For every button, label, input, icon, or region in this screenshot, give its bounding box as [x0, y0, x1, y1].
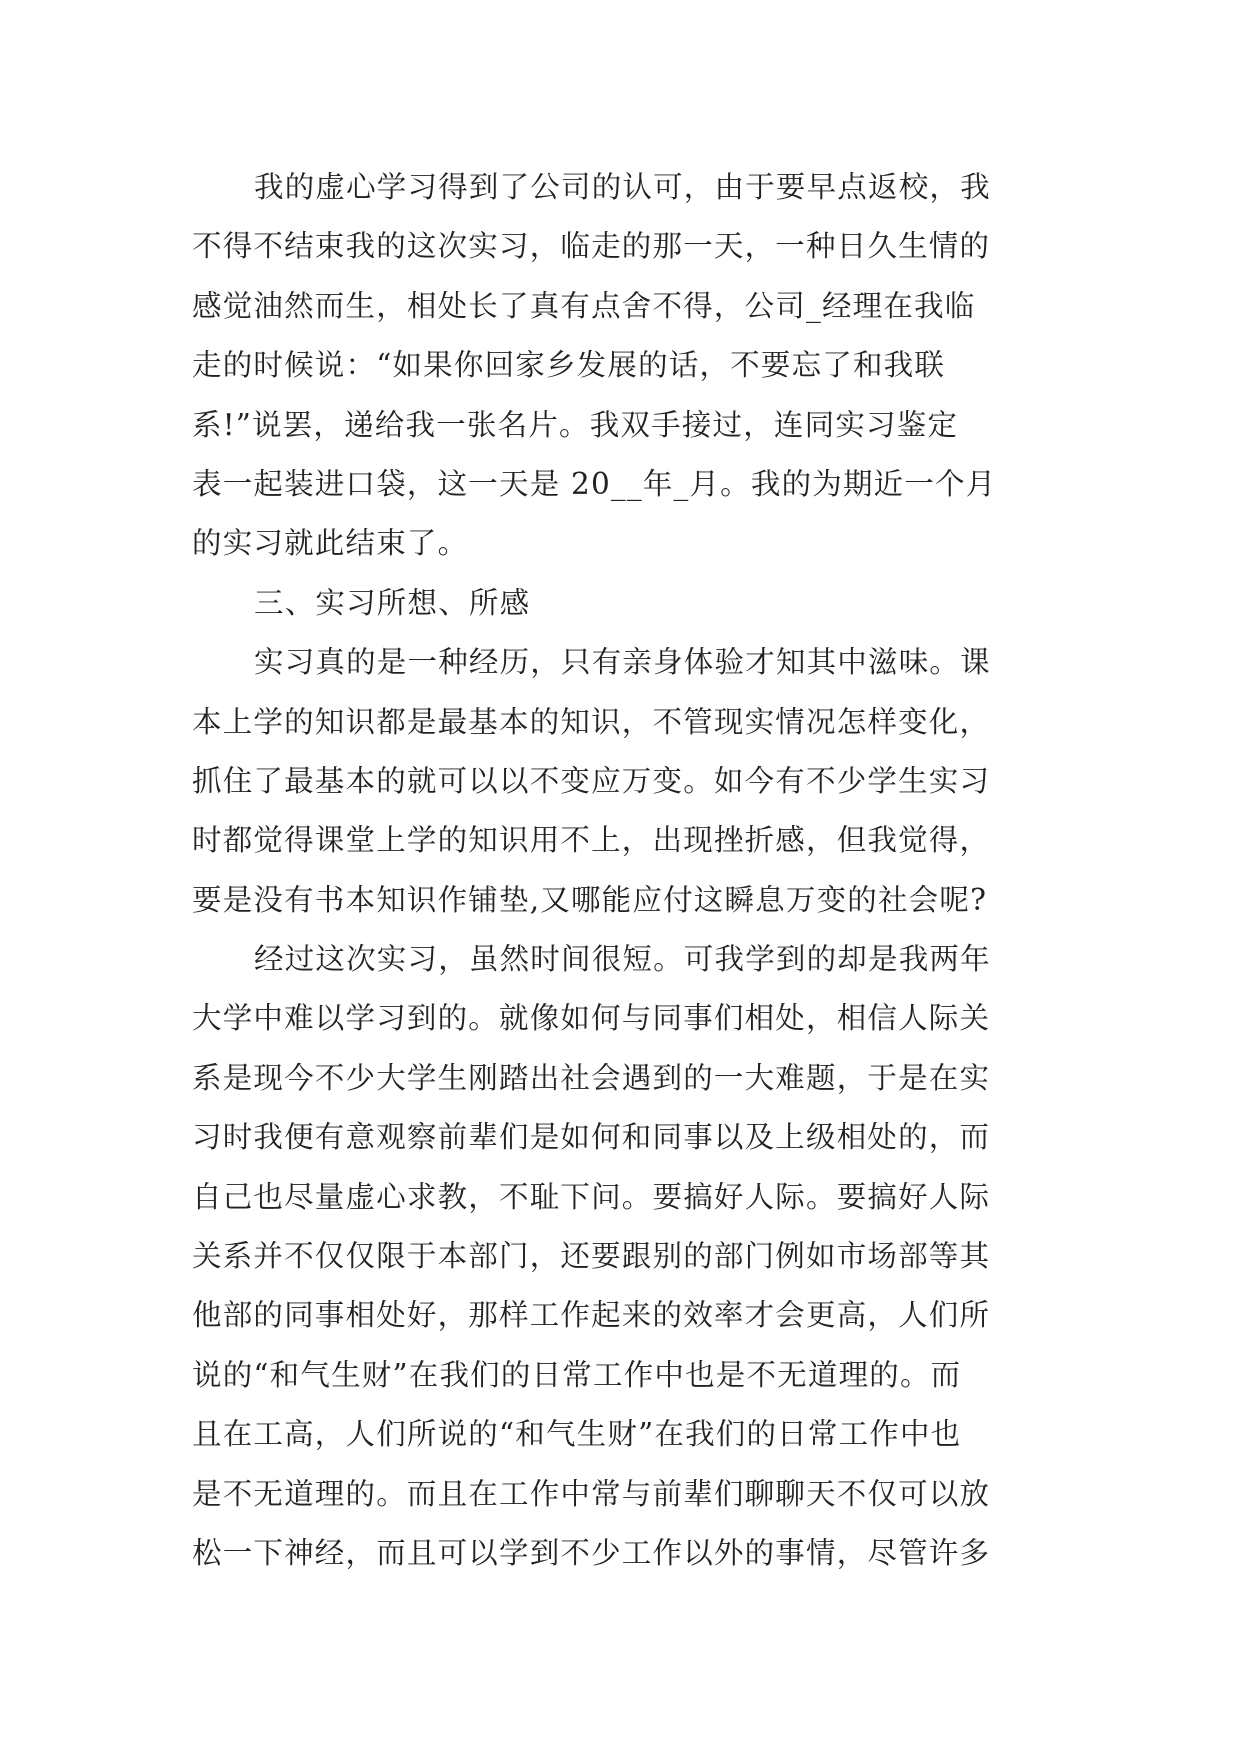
- text-line: 是不无道理的。而且在工作中常与前辈们聊聊天不仅可以放: [192, 1476, 991, 1511]
- text-line: 时都觉得课堂上学的知识用不上，出现挫折感，但我觉得，: [192, 823, 991, 858]
- text-line: 本上学的知识都是最基本的知识，不管现实情况怎样变化，: [192, 704, 991, 739]
- text-line: 且在工高，人们所说的“和气生财”在我们的日常工作中也: [192, 1417, 962, 1452]
- text-line: 不得不结束我的这次实习，临走的那一天，一种日久生情的: [192, 229, 991, 264]
- text-line: 要是没有书本知识作铺垫,又哪能应付这瞬息万变的社会呢?: [192, 882, 988, 917]
- text-line: 说的“和气生财”在我们的日常工作中也是不无道理的。而: [192, 1357, 962, 1392]
- document-body: [192, 158, 1072, 1583]
- text-line: 感觉油然而生，相处长了真有点舍不得，公司_经理在我临: [192, 288, 976, 323]
- section-heading: 三、实习所想、所感: [254, 585, 531, 620]
- text-line: 关系并不仅仅限于本部门，还要跟别的部门例如市场部等其: [192, 1239, 991, 1274]
- text-line: 走的时候说：“如果你回家乡发展的话，不要忘了和我联: [192, 348, 946, 383]
- text-line: 抓住了最基本的就可以以不变应万变。如今有不少学生实习: [192, 763, 991, 798]
- text-line: 系!”说罢，递给我一张名片。我双手接过，连同实习鉴定: [192, 407, 959, 442]
- text-line: 实习真的是一种经历，只有亲身体验才知其中滋味。课: [254, 645, 991, 680]
- text-line: 松一下神经，而且可以学到不少工作以外的事情，尽管许多: [192, 1535, 991, 1570]
- text-line: 系是现今不少大学生刚踏出社会遇到的一大难题，于是在实: [192, 1060, 991, 1095]
- text-line: 自己也尽量虚心求教，不耻下问。要搞好人际。要搞好人际: [192, 1179, 991, 1214]
- text-line: 的实习就此结束了。: [192, 526, 469, 561]
- text-line: 我的虚心学习得到了公司的认可，由于要早点返校，我: [254, 170, 991, 204]
- text-line: 经过这次实习，虽然时间很短。可我学到的却是我两年: [254, 942, 991, 977]
- text-line: 他部的同事相处好，那样工作起来的效率才会更高，人们所: [192, 1298, 991, 1333]
- text-line: 表一起装进口袋，这一天是 20__年_月。我的为期近一个月: [192, 466, 997, 501]
- text-line: 习时我便有意观察前辈们是如何和同事以及上级相处的，而: [192, 1120, 991, 1155]
- text-line: 大学中难以学习到的。就像如何与同事们相处，相信人际关: [192, 1001, 991, 1036]
